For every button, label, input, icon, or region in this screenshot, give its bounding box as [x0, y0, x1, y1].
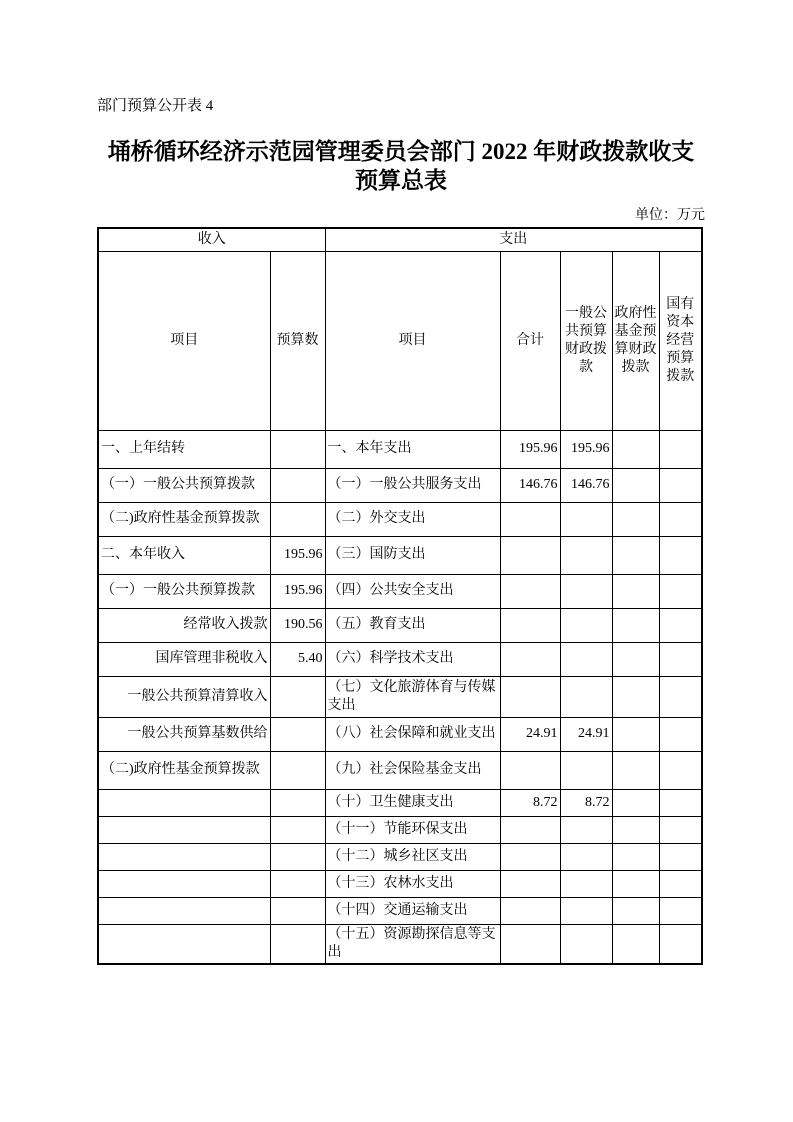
general-public-cell: 146.76 [560, 468, 612, 502]
state-capital-cell [659, 430, 702, 468]
document-page [97, 97, 705, 965]
table-row [98, 751, 702, 789]
general-public-cell: 24.91 [560, 717, 612, 751]
state-capital-cell [659, 843, 702, 870]
expense-item-cell: （六）科学技术支出 [325, 642, 500, 676]
state-capital-cell [659, 608, 702, 642]
expense-item-cell: （八）社会保障和就业支出 [325, 717, 500, 751]
expense-total-cell: 195.96 [500, 430, 560, 468]
doc-label: 部门预算公开表 4 [97, 98, 214, 114]
expense-item-cell: （七）文化旅游体育与传媒支出 [325, 676, 500, 717]
table-row [98, 870, 702, 897]
gov-fund-budget-header: 政府性基金预算财政拨款 [612, 251, 659, 430]
state-capital-cell [659, 676, 702, 717]
income-item-cell [98, 870, 270, 897]
expense-total-cell: 146.76 [500, 468, 560, 502]
gov-fund-cell [612, 717, 659, 751]
gov-fund-cell [612, 676, 659, 717]
general-public-cell: 8.72 [560, 789, 612, 816]
general-public-cell [560, 843, 612, 870]
expense-item-cell: （十）卫生健康支出 [325, 789, 500, 816]
income-item-cell: 国库管理非税收入 [98, 642, 270, 676]
state-capital-cell [659, 816, 702, 843]
table-row [98, 430, 702, 468]
expense-total-cell [500, 574, 560, 608]
income-item-cell [98, 816, 270, 843]
gov-fund-cell [612, 468, 659, 502]
expense-item-cell: （三）国防支出 [325, 536, 500, 574]
gov-fund-cell [612, 924, 659, 964]
income-budget-cell [270, 816, 325, 843]
income-budget-cell: 5.40 [270, 642, 325, 676]
general-public-cell: 195.96 [560, 430, 612, 468]
expense-item-cell: （十一）节能环保支出 [325, 816, 500, 843]
unit-note: 单位：万元 [635, 208, 705, 223]
page-title-line2: 预算总表 [355, 168, 447, 193]
expense-item-cell: （十五）资源勘探信息等支出 [325, 924, 500, 964]
table-row [98, 676, 702, 717]
income-item-cell: 一般公共预算清算收入 [98, 676, 270, 717]
general-public-cell [560, 870, 612, 897]
expense-total-cell [500, 870, 560, 897]
page-title [97, 137, 705, 195]
table-body [98, 430, 702, 964]
table-row [98, 468, 702, 502]
state-capital-cell [659, 751, 702, 789]
expense-item-cell: （四）公共安全支出 [325, 574, 500, 608]
expense-total-cell [500, 502, 560, 536]
gov-fund-cell [612, 574, 659, 608]
income-item-cell: （一）一般公共预算拨款 [98, 574, 270, 608]
income-item-cell [98, 897, 270, 924]
table-header [98, 228, 702, 430]
table-row [98, 717, 702, 751]
table-row [98, 897, 702, 924]
general-public-cell [560, 897, 612, 924]
general-public-cell [560, 642, 612, 676]
income-budget-cell [270, 502, 325, 536]
expense-total-cell: 8.72 [500, 789, 560, 816]
general-public-cell [560, 924, 612, 964]
table-row [98, 843, 702, 870]
state-capital-cell [659, 536, 702, 574]
gov-fund-cell [612, 430, 659, 468]
expense-item-cell: （五）教育支出 [325, 608, 500, 642]
gov-fund-cell [612, 870, 659, 897]
expense-total-header: 合计 [500, 251, 560, 430]
state-capital-cell [659, 924, 702, 964]
state-capital-cell [659, 502, 702, 536]
income-budget-cell [270, 676, 325, 717]
gov-fund-cell [612, 502, 659, 536]
expense-total-cell [500, 536, 560, 574]
expense-total-cell [500, 843, 560, 870]
income-budget-cell [270, 870, 325, 897]
general-public-cell [560, 751, 612, 789]
state-capital-budget-header: 国有资本经营预算拨款 [659, 251, 702, 430]
general-public-cell [560, 816, 612, 843]
expense-item-cell: （一）一般公共服务支出 [325, 468, 500, 502]
expense-total-cell: 24.91 [500, 717, 560, 751]
income-item-cell: （二)政府性基金预算拨款 [98, 502, 270, 536]
expense-group-header: 支出 [325, 228, 702, 251]
income-budget-header: 预算数 [270, 251, 325, 430]
income-budget-cell [270, 924, 325, 964]
expense-total-cell [500, 608, 560, 642]
budget-table [97, 227, 703, 965]
table-row [98, 502, 702, 536]
expense-item-cell: （十二）城乡社区支出 [325, 843, 500, 870]
general-public-budget-header: 一般公共预算财政拨款 [560, 251, 612, 430]
expense-total-cell [500, 816, 560, 843]
income-budget-cell [270, 789, 325, 816]
expense-item-cell: （二）外交支出 [325, 502, 500, 536]
gov-fund-cell [612, 642, 659, 676]
general-public-cell [560, 608, 612, 642]
expense-item-cell: 一、本年支出 [325, 430, 500, 468]
income-item-cell [98, 789, 270, 816]
state-capital-cell [659, 897, 702, 924]
income-item-cell: 一、上年结转 [98, 430, 270, 468]
income-budget-cell: 195.96 [270, 574, 325, 608]
income-budget-cell [270, 430, 325, 468]
table-row [98, 608, 702, 642]
table-row [98, 574, 702, 608]
income-item-cell: 二、本年收入 [98, 536, 270, 574]
expense-total-cell [500, 751, 560, 789]
state-capital-cell [659, 468, 702, 502]
gov-fund-cell [612, 897, 659, 924]
expense-item-cell: （九）社会保险基金支出 [325, 751, 500, 789]
table-row [98, 789, 702, 816]
income-item-cell: （二)政府性基金预算拨款 [98, 751, 270, 789]
income-budget-cell [270, 897, 325, 924]
gov-fund-cell [612, 536, 659, 574]
general-public-cell [560, 676, 612, 717]
page-title-line1: 埇桥循环经济示范园管理委员会部门 2022 年财政拨款收支 [107, 139, 695, 164]
state-capital-cell [659, 789, 702, 816]
income-budget-cell [270, 717, 325, 751]
gov-fund-cell [612, 816, 659, 843]
income-budget-cell: 195.96 [270, 536, 325, 574]
gov-fund-cell [612, 789, 659, 816]
group-header-row [98, 228, 702, 251]
income-budget-cell [270, 751, 325, 789]
income-budget-cell [270, 843, 325, 870]
income-item-cell [98, 843, 270, 870]
gov-fund-cell [612, 751, 659, 789]
gov-fund-cell [612, 608, 659, 642]
income-item-cell [98, 924, 270, 964]
general-public-cell [560, 536, 612, 574]
income-item-cell: 一般公共预算基数供给 [98, 717, 270, 751]
table-row [98, 816, 702, 843]
income-group-header: 收入 [98, 228, 325, 251]
gov-fund-cell [612, 843, 659, 870]
general-public-cell [560, 574, 612, 608]
expense-item-header: 项目 [325, 251, 500, 430]
income-budget-cell [270, 468, 325, 502]
expense-total-cell [500, 676, 560, 717]
income-item-cell: （一）一般公共预算拨款 [98, 468, 270, 502]
expense-item-cell: （十四）交通运输支出 [325, 897, 500, 924]
table-row [98, 536, 702, 574]
expense-total-cell [500, 897, 560, 924]
table-row [98, 642, 702, 676]
general-public-cell [560, 502, 612, 536]
income-item-cell: 经常收入拨款 [98, 608, 270, 642]
state-capital-cell [659, 642, 702, 676]
income-budget-cell: 190.56 [270, 608, 325, 642]
table-row [98, 924, 702, 964]
expense-total-cell [500, 642, 560, 676]
income-item-header: 项目 [98, 251, 270, 430]
state-capital-cell [659, 870, 702, 897]
expense-item-cell: （十三）农林水支出 [325, 870, 500, 897]
column-header-row [98, 251, 702, 430]
expense-total-cell [500, 924, 560, 964]
state-capital-cell [659, 717, 702, 751]
state-capital-cell [659, 574, 702, 608]
